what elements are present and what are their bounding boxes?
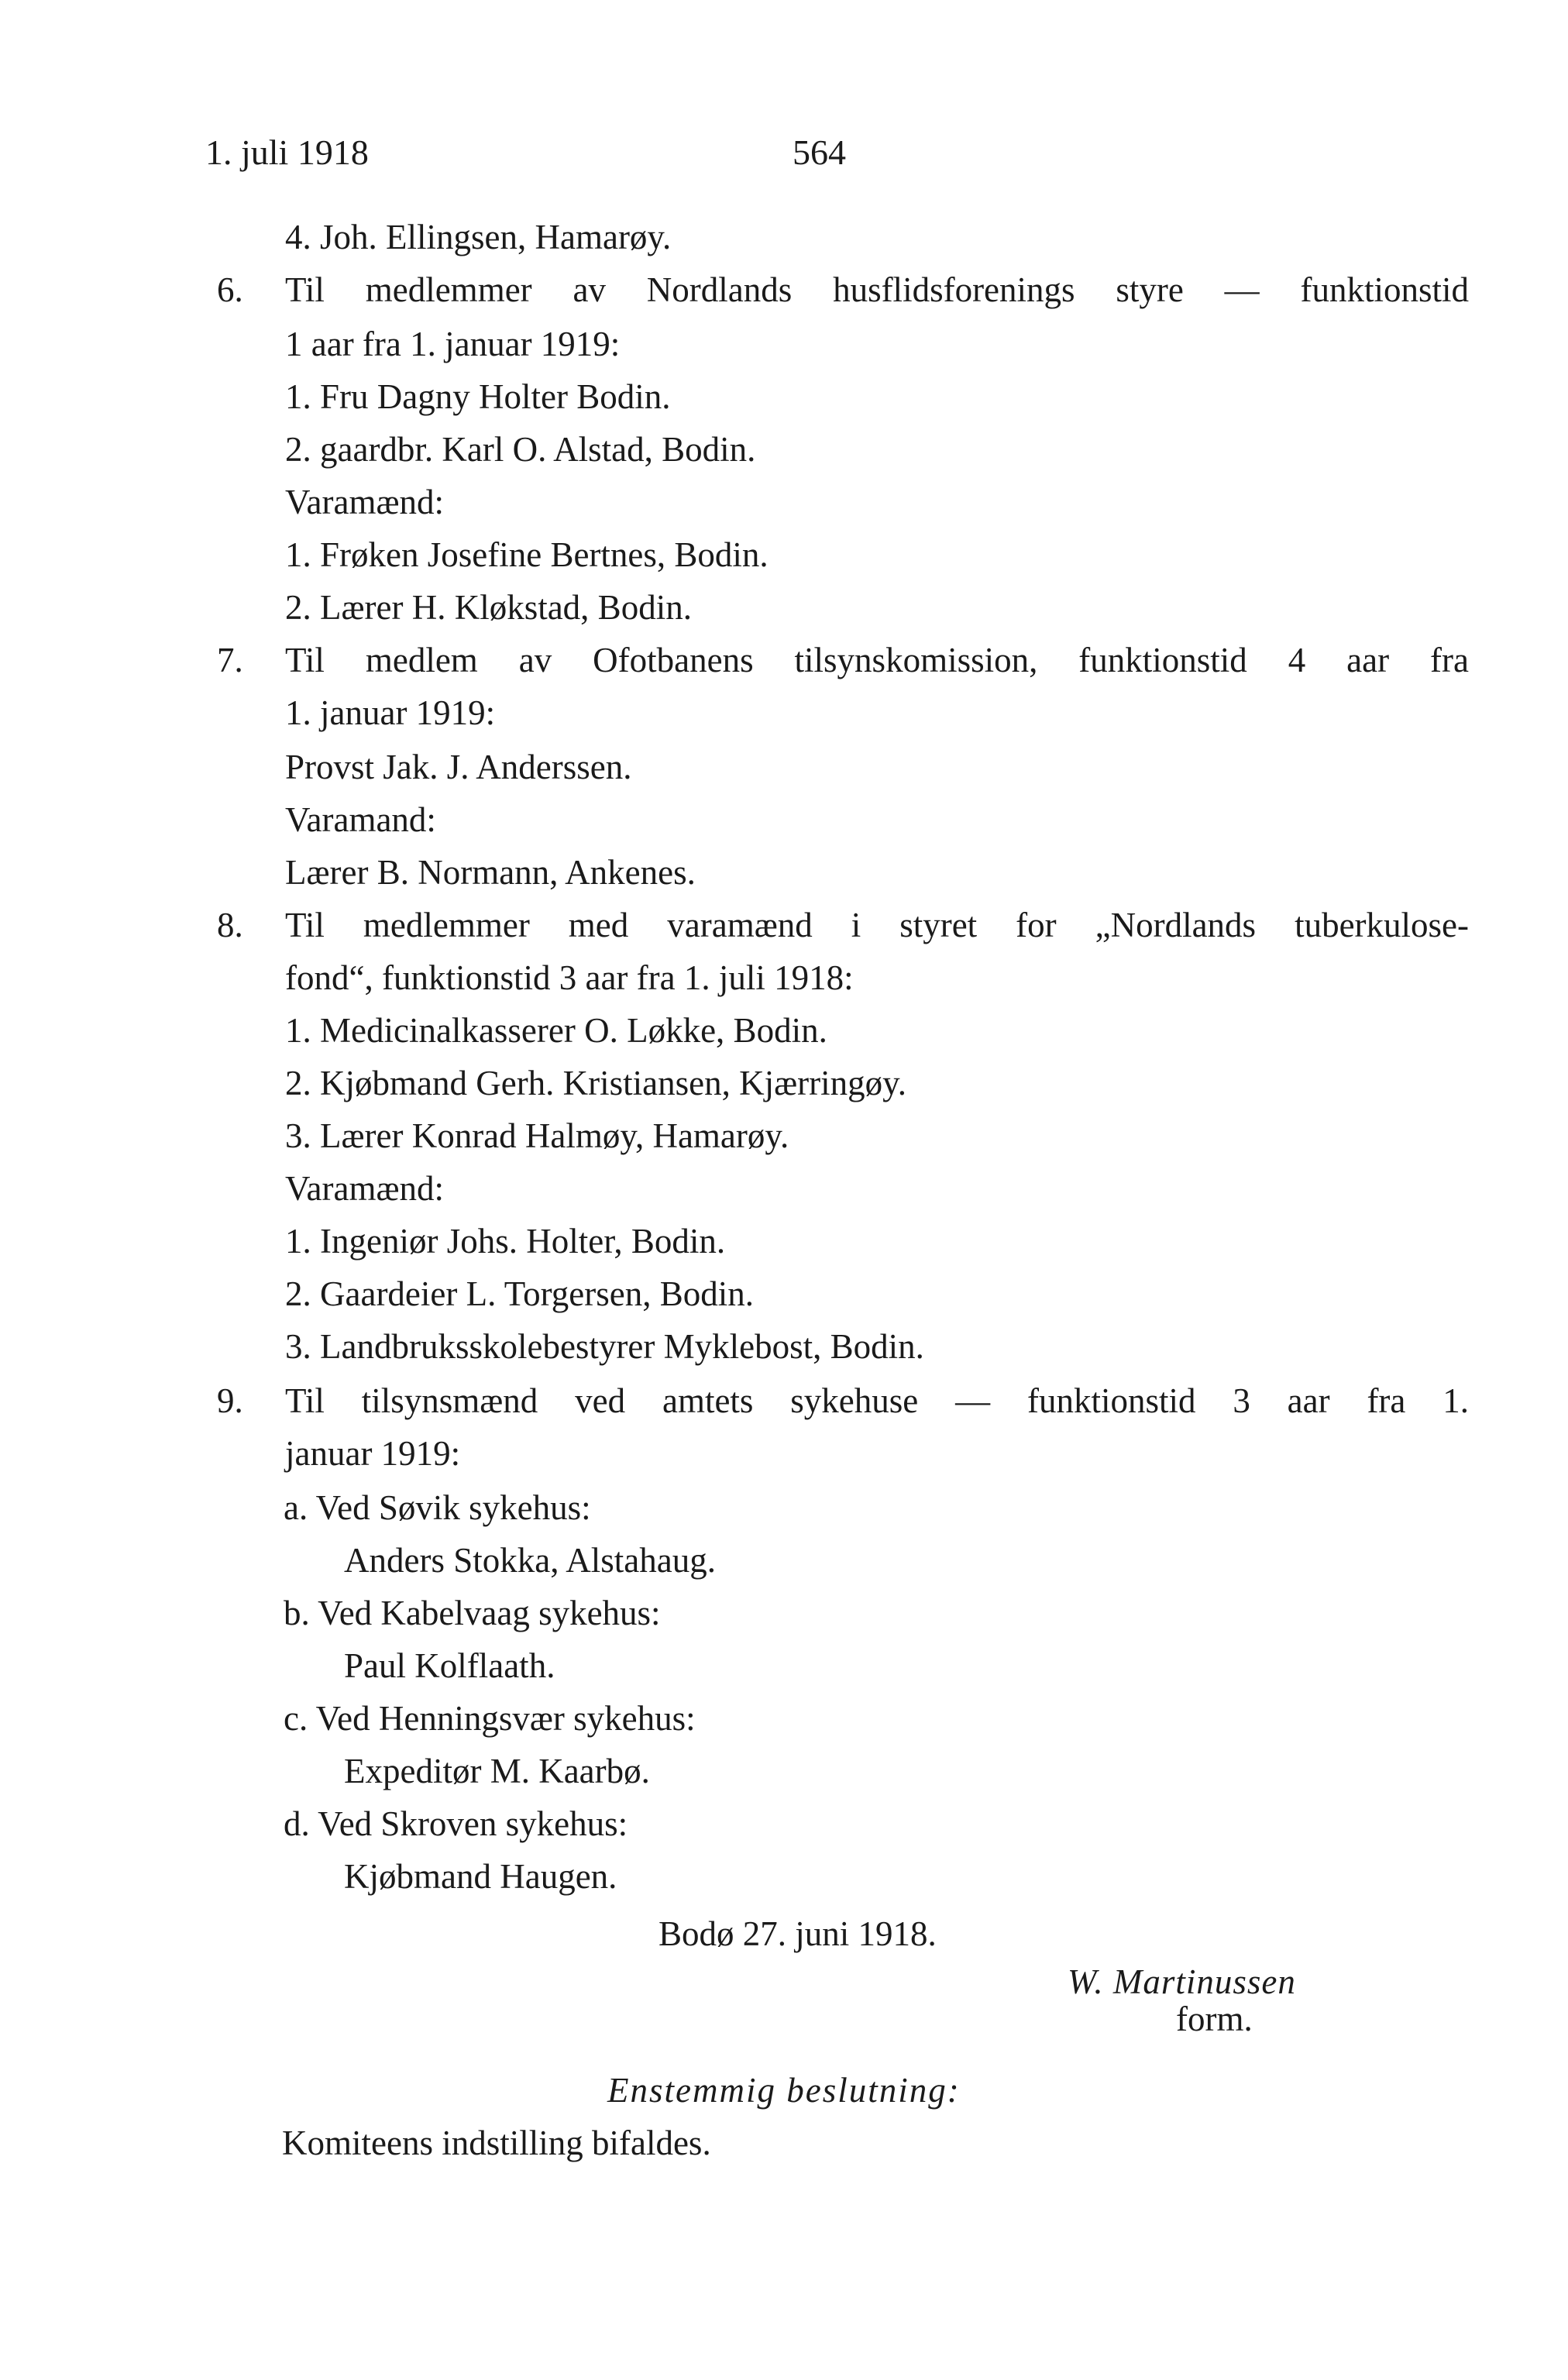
text-line: Paul Kolflaath. [344,1646,555,1685]
text-line: Kjøbmand Haugen. [344,1857,617,1896]
item-number: 7. [217,641,243,679]
text-line: Provst Jak. J. Anderssen. [285,748,632,786]
item-text: Til tilsynsmænd ved amtets sykehuse — funktionstid 3 aar fra 1. [285,1381,1469,1420]
text-line: januar 1919: [285,1434,461,1473]
text-line: d. Ved Skroven sykehus: [284,1804,628,1843]
item-text: Til medlemmer med varamænd i styret for „Nordlands tuberkulose- [285,906,1469,944]
text-line: 3. Landbruksskolebestyrer Myklebost, Bodin. [285,1327,924,1366]
text-line: fond“, funktionstid 3 aar fra 1. juli 1918: [285,958,854,997]
item-text: Til medlemmer av Nordlands husflidsforenings styre — funktionstid [285,270,1469,309]
signature-title: form. [1176,2000,1253,2038]
text-line: 1. januar 1919: [285,693,496,732]
text-line: 1. Fru Dagny Holter Bodin. [285,377,671,416]
text-line: Expeditør M. Kaarbø. [344,1752,650,1790]
text-line: 2. Lærer H. Kløkstad, Bodin. [285,588,692,627]
text-line: 1. Medicinalkasserer O. Løkke, Bodin. [285,1011,827,1050]
resolution-heading: Enstemmig beslutning: [607,2071,961,2110]
place-date: Bodø 27. juni 1918. [658,1914,937,1953]
text-line: Lærer B. Normann, Ankenes. [285,853,696,892]
text-line: Varamænd: [285,483,444,521]
item-number: 6. [217,270,243,309]
text-line: Anders Stokka, Alstahaug. [344,1541,716,1580]
text-line: 1. Frøken Josefine Bertnes, Bodin. [285,535,769,574]
text-line: 1 aar fra 1. januar 1919: [285,325,621,363]
text-line: 2. Kjøbmand Gerh. Kristiansen, Kjærringøy. [285,1064,906,1102]
header-date: 1. juli 1918 [205,132,369,172]
list-item-8 [217,902,1469,948]
item-number: 8. [217,906,243,944]
list-item-9 [217,1377,1469,1424]
text-line: Varamand: [285,800,436,839]
list-item-7 [217,637,1469,683]
page-number: 564 [793,132,846,172]
text-line: Varamænd: [285,1169,444,1208]
text-line: 2. Gaardeier L. Torgersen, Bodin. [285,1274,755,1313]
text-line: b. Ved Kabelvaag sykehus: [284,1594,661,1632]
text-line: 4. Joh. Ellingsen, Hamarøy. [285,218,672,256]
text-line: 2. gaardbr. Karl O. Alstad, Bodin. [285,430,756,469]
text-line: a. Ved Søvik sykehus: [284,1488,591,1527]
text-line: 3. Lærer Konrad Halmøy, Hamarøy. [285,1116,789,1155]
signature-name: W. Martinussen [1068,1962,1296,2001]
text-line: c. Ved Henningsvær sykehus: [284,1699,696,1738]
item-number: 9. [217,1381,243,1420]
item-text: Til medlem av Ofotbanens tilsynskomission, funktionstid 4 aar fra [285,641,1469,679]
text-line: 1. Ingeniør Johs. Holter, Bodin. [285,1222,726,1261]
page-header [205,126,1445,180]
list-item-6 [217,267,1469,313]
resolution-text: Komiteens indstilling bifaldes. [282,2124,711,2162]
